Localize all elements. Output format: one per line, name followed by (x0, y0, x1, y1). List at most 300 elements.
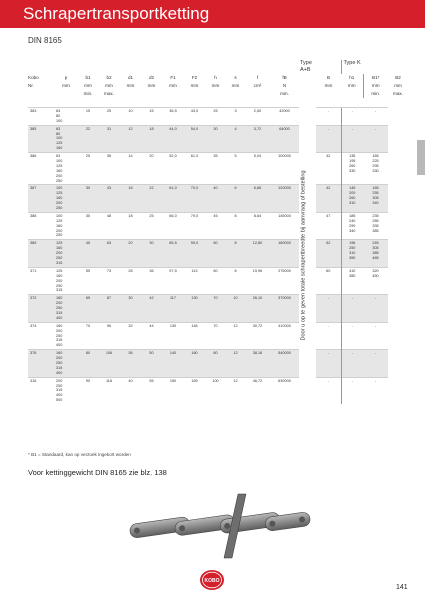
cell-b2-k-value: 335 (372, 223, 379, 228)
cell-h1: - (316, 377, 341, 404)
cell-h: 40 (205, 185, 226, 212)
cell-f1: 140 (162, 350, 184, 377)
cell-b1-star-value: 260 (349, 196, 356, 201)
unit-qualifier-row (28, 90, 408, 98)
cell-pitch-value: 80 (56, 131, 61, 136)
cell-b2-k-value: 285 (372, 218, 379, 223)
cell-b1-star-value: 350 (349, 256, 356, 261)
cell-d1: 36 (120, 350, 141, 377)
table-row (28, 240, 408, 267)
cell-pitch-value: 315 (56, 388, 63, 393)
cell-pitch (54, 108, 78, 126)
cell-b2-k-value: - (374, 296, 377, 301)
cell-f1: 52,0 (162, 153, 184, 185)
spec-table-wrapper (28, 60, 408, 404)
header-unit-qualifier-1 (54, 90, 78, 98)
cell-f1: 66,0 (162, 212, 184, 239)
cell-pitch (54, 295, 78, 322)
cell-b2-k (363, 322, 388, 349)
header-symbol-11: fB (282, 75, 287, 80)
cell-b1-star-value: 200 (349, 191, 356, 196)
cell-breaking-force: 410000 (270, 322, 299, 349)
cell-f1: 36,5 (162, 108, 184, 126)
cell-pitch-value: 250 (56, 383, 63, 388)
cell-pitch-value: 80 (56, 113, 61, 118)
cell-pitch-value: 400 (56, 343, 63, 348)
cell-b2-k-value: 450 (372, 273, 379, 278)
cell-f2: 99,0 (184, 240, 205, 267)
cell-pitch-value: 100 (56, 213, 63, 218)
cell-h: 70 (205, 322, 226, 349)
cell-pitch-value: 400 (56, 370, 63, 375)
cell-f2: 61,0 (184, 153, 205, 185)
cell-kobo-nr: 386 (28, 153, 54, 185)
cell-d1: 14 (120, 153, 141, 185)
header-unit-qualifier-5 (141, 90, 162, 98)
cell-f2: 113 (184, 267, 205, 294)
cell-breaking-force: 540000 (270, 350, 299, 377)
cell-f1: 97,5 (162, 267, 184, 294)
cell-b2-k-value: 295 (372, 163, 379, 168)
cell-b1-star-value: 250 (349, 246, 356, 251)
cell-b2-k (363, 108, 388, 126)
header-unit-0: Nr. (28, 83, 34, 88)
cell-pitch (54, 240, 78, 267)
cell-b2-k (363, 295, 388, 322)
type-header-row (28, 60, 408, 74)
cell-h: 60 (205, 267, 226, 294)
header-unit-14: mm (363, 82, 388, 90)
cell-b1: 45 (78, 240, 98, 267)
cell-b2-k (363, 377, 388, 404)
cell-b1-star-value: 330 (349, 168, 356, 173)
cell-d1: 18 (120, 212, 141, 239)
header-unit-qualifier-14: min. (363, 90, 388, 98)
cell-b2-k-value: 235 (372, 213, 379, 218)
cell-kobo-nr: 371 (28, 267, 54, 294)
cell-h: 25 (205, 108, 226, 126)
cell-pitch-value: 63 (56, 154, 61, 159)
cell-d2: 18 (141, 125, 162, 152)
header-unit-qualifier-7 (184, 90, 205, 98)
cell-pitch (54, 125, 78, 152)
cell-h1: - (316, 350, 341, 377)
header-unit-qualifier-2: min. (83, 91, 93, 96)
header-unit-6: mm (169, 83, 177, 88)
cell-pitch-value: 63 (56, 126, 61, 131)
cell-pitch-value: 200 (56, 328, 63, 333)
cell-b2: 73 (98, 267, 120, 294)
cell-b1: 70 (78, 322, 98, 349)
cell-pitch-value: 200 (56, 278, 63, 283)
vertical-note-header-spacer (299, 82, 316, 90)
cell-pitch-value: 125 (56, 218, 63, 223)
cell-breaking-force: 275000 (270, 267, 299, 294)
weight-reference-note: Voor kettinggewicht DIN 8165 zie blz. 138 (28, 468, 167, 477)
cell-b2: 106 (98, 350, 120, 377)
cell-d1: 12 (120, 125, 141, 152)
cell-f2: 70,0 (184, 185, 205, 212)
cell-breaking-force: 64000 (270, 125, 299, 152)
header-unit-qualifier-9 (226, 90, 245, 98)
cell-f: 38,16 (245, 350, 270, 377)
cell-h1: - (316, 295, 341, 322)
cell-b2: 48 (98, 212, 120, 239)
cell-b2-k (363, 350, 388, 377)
cell-pitch-value: 100 (56, 136, 63, 141)
cell-pitch-value: 200 (56, 173, 63, 178)
cell-pitch-value: 160 (56, 246, 63, 251)
cell-f1: 150 (162, 377, 184, 404)
cell-f2: 54,0 (184, 125, 205, 152)
header-symbol-13: h1 (349, 75, 355, 80)
cell-s: 10 (226, 295, 245, 322)
cell-kobo-nr: 372 (28, 295, 54, 322)
cell-s: 12 (226, 350, 245, 377)
cell-b2: 96 (98, 322, 120, 349)
cell-b1: 65 (78, 295, 98, 322)
cell-pitch-value: 200 (56, 356, 63, 361)
header-unit-3: mm (105, 83, 113, 88)
type-k-label: Type K (343, 60, 361, 66)
cell-pitch-value: 315 (56, 365, 63, 370)
cell-kobo-nr: 387 (28, 185, 54, 212)
cell-breaking-force: 145000 (270, 212, 299, 239)
cell-pitch-value: 100 (56, 159, 63, 164)
cell-h: 80 (205, 350, 226, 377)
cell-pitch-value: 315 (56, 260, 63, 265)
cell-h: 45 (205, 212, 226, 239)
cell-f: 19,96 (245, 267, 270, 294)
cell-breaking-force: 100000 (270, 153, 299, 185)
cell-s: 4 (226, 125, 245, 152)
cell-s: 8 (226, 267, 245, 294)
cell-f2: 160 (184, 350, 205, 377)
cell-pitch-value: 250 (56, 283, 63, 288)
header-unit-qualifier-0 (28, 90, 54, 98)
cell-pitch-value: 125 (56, 191, 63, 196)
header-symbol-0: Kobo (28, 75, 39, 80)
cell-b1-star (341, 212, 363, 239)
cell-b1-star (341, 240, 363, 267)
cell-f: 2,50 (245, 108, 270, 126)
cell-b1-star (341, 377, 363, 404)
cell-d1: 40 (120, 377, 141, 404)
cell-f: 6,66 (245, 185, 270, 212)
header-unit-15: mm (394, 83, 402, 88)
cell-pitch-value: 160 (56, 146, 63, 151)
cell-h: 35 (205, 153, 226, 185)
cell-b1: 55 (78, 267, 98, 294)
cell-b2-k-value: 165 (372, 154, 379, 159)
cell-b2-k (363, 212, 388, 239)
cell-f: 5,04 (245, 153, 270, 185)
cell-f: 46,72 (245, 377, 270, 404)
table-row (28, 108, 408, 126)
cell-b1-star-value: 290 (349, 223, 356, 228)
header-unit-qualifier-3: max. (104, 91, 114, 96)
header-unit-11: N (282, 83, 287, 88)
cell-b1-star (341, 295, 363, 322)
cell-d2: 55 (141, 377, 162, 404)
header-unit-8: mm (211, 83, 220, 88)
cell-f: 12,80 (245, 240, 270, 267)
cell-b2-k-value: - (374, 323, 377, 328)
cell-f2: 146 (184, 322, 205, 349)
vertical-note: Door u op te geven totale schrapertbreedte bij aanvraag of bestelling (300, 170, 307, 341)
cell-d2: 42 (141, 295, 162, 322)
cell-b2: 43 (98, 185, 120, 212)
cell-b1: 25 (78, 153, 98, 185)
cell-pitch (54, 185, 78, 212)
cell-b2-k-value: 465 (372, 256, 379, 261)
cell-b2-k-value: 330 (372, 168, 379, 173)
vertical-note-header-spacer (299, 74, 316, 82)
vertical-note-cell (299, 108, 316, 405)
cell-pitch-value: 250 (56, 178, 63, 183)
cell-d2: 20 (141, 153, 162, 185)
cell-pitch-value: 160 (56, 296, 63, 301)
cell-pitch-value: 315 (56, 288, 63, 293)
header-unit-qualifier-4 (120, 90, 141, 98)
cell-pitch-value: 200 (56, 378, 63, 383)
header-unit-qualifier-13 (341, 90, 363, 98)
cell-pitch (54, 322, 78, 349)
cell-pitch-value: 100 (56, 186, 63, 191)
cell-b1: 80 (78, 350, 98, 377)
cell-breaking-force: 42000 (270, 108, 299, 126)
cell-s: 3 (226, 108, 245, 126)
cell-pitch-value: 125 (56, 141, 63, 146)
table-row (28, 322, 408, 349)
cell-breaking-force: 120000 (270, 185, 299, 212)
cell-b1-star (341, 350, 363, 377)
cell-b2-k-value: 385 (372, 228, 379, 233)
cell-pitch (54, 153, 78, 185)
cell-b2: 25 (98, 108, 120, 126)
table-row (28, 153, 408, 185)
chain-illustration (120, 490, 320, 560)
cell-b2-k (363, 240, 388, 267)
cell-d2: 30 (141, 240, 162, 267)
cell-pitch-value: 315 (56, 338, 63, 343)
cell-pitch (54, 212, 78, 239)
cell-d1: 20 (120, 240, 141, 267)
cell-d1: 26 (120, 267, 141, 294)
cell-s: 8 (226, 240, 245, 267)
cell-h: 70 (205, 295, 226, 322)
header-unit-qualifier-15: max. (393, 91, 403, 96)
cell-b1-star-value: 260 (349, 163, 356, 168)
cell-pitch-value: 250 (56, 306, 63, 311)
cell-f1: 117 (162, 295, 184, 322)
cell-f2: 130 (184, 295, 205, 322)
unit-header-row (28, 82, 408, 90)
cell-f1: 85,5 (162, 240, 184, 267)
cell-f2: 169 (184, 377, 205, 404)
cell-b2-k-value: - (374, 351, 377, 356)
cell-pitch-value: 160 (56, 323, 63, 328)
header-bar (0, 0, 425, 28)
cell-b2-k-value: - (374, 126, 377, 131)
spec-table (28, 60, 408, 404)
page-title: Schrapertransportketting (23, 4, 210, 23)
cell-pitch-value: 160 (56, 273, 63, 278)
cell-pitch-value: 200 (56, 228, 63, 233)
cell-f1: 44,0 (162, 125, 184, 152)
cell-pitch-value: 250 (56, 360, 63, 365)
cell-d1: 30 (120, 295, 141, 322)
cell-f: 30,72 (245, 322, 270, 349)
cell-b2-k (363, 185, 388, 212)
cell-b1-star (341, 153, 363, 185)
cell-pitch-value: 250 (56, 233, 63, 238)
header-unit-10: cm² (253, 83, 262, 88)
cell-kobo-nr: 385 (28, 125, 54, 152)
cell-s: 5 (226, 153, 245, 185)
header-unit-7: mm (190, 83, 199, 88)
cell-pitch-value: 250 (56, 333, 63, 338)
cell-b2-k-value: - (374, 109, 377, 113)
table-row (28, 185, 408, 212)
cell-s: 6 (226, 185, 245, 212)
cell-pitch-value: 400 (56, 393, 63, 398)
cell-b1-star-value: 380 (349, 273, 356, 278)
cell-pitch-value: 250 (56, 206, 63, 211)
cell-h1: 52 (316, 240, 341, 267)
kobo-logo (199, 569, 225, 591)
cell-breaking-force: 630000 (270, 377, 299, 404)
header-unit-qualifier-10 (245, 90, 270, 98)
cell-b1: 22 (78, 125, 98, 152)
header-symbol-3: b2 (106, 75, 112, 80)
cell-pitch-value: 160 (56, 223, 63, 228)
spec-table-body (28, 108, 408, 405)
page-number: 141 (396, 584, 408, 591)
cell-b1: 35 (78, 212, 98, 239)
header-symbol-9: s (234, 75, 237, 80)
cell-b1-star-value: 185 (349, 213, 356, 218)
logo-text: KOBO (204, 578, 220, 584)
cell-h: 60 (205, 240, 226, 267)
header-symbol-1: p (64, 75, 68, 80)
symbol-header-row (28, 74, 408, 82)
header-symbol-4: d1 (127, 75, 134, 80)
cell-b1-star-value: 195 (349, 159, 356, 164)
header-unit-1: mm (62, 83, 70, 88)
cell-b2-k-value: - (374, 378, 377, 383)
cell-f1: 61,0 (162, 185, 184, 212)
cell-b1-star-value: 145 (349, 186, 356, 191)
cell-b2: 36 (98, 153, 120, 185)
cell-b2-k (363, 125, 388, 152)
cell-kobo-nr: 316 (28, 377, 54, 404)
cell-h: 100 (205, 377, 226, 404)
table-row (28, 350, 408, 377)
cell-b1-star-value: 410 (349, 268, 356, 273)
cell-b1-star-value: - (351, 126, 353, 131)
cell-b1-star-value: 240 (349, 218, 356, 223)
cell-h1: - (316, 108, 341, 126)
header-symbol-5: d2 (148, 75, 155, 80)
header-symbol-14: B1* (363, 74, 388, 82)
cell-b2-k-value: 320 (372, 268, 379, 273)
cell-h: 30 (205, 125, 226, 152)
cell-d2: 44 (141, 322, 162, 349)
cell-b1-star-value: 310 (349, 251, 356, 256)
cell-d2: 15 (141, 108, 162, 126)
table-row (28, 125, 408, 152)
cell-b2-k-value: 305 (372, 246, 379, 251)
cell-b1-star (341, 125, 363, 152)
cell-d2: 50 (141, 350, 162, 377)
cell-d1: 32 (120, 322, 141, 349)
cell-h1: 47 (316, 212, 341, 239)
header-unit-qualifier-8 (205, 90, 226, 98)
cell-b2: 31 (98, 125, 120, 152)
cell-kobo-nr: 389 (28, 240, 54, 267)
cell-d2: 36 (141, 267, 162, 294)
table-row (28, 377, 408, 404)
cell-b1-star-value: 310 (349, 201, 356, 206)
cell-b1-star-value: 340 (349, 228, 356, 233)
cell-b2: 118 (98, 377, 120, 404)
cell-b1-star (341, 108, 363, 126)
cell-b1-star (341, 185, 363, 212)
vertical-note-header-spacer (299, 90, 316, 98)
cell-b2-k-value: 245 (372, 241, 379, 246)
header-symbol-10: f (256, 75, 259, 80)
cell-b2-k-value: 255 (372, 191, 379, 196)
header-symbol-7: F2 (191, 75, 198, 80)
cell-b1-star-value: - (351, 378, 353, 383)
cell-b2-k (363, 153, 388, 185)
header-unit-13: mm (347, 83, 356, 88)
cell-h1: 42 (316, 153, 341, 185)
cell-b1-star-value: 135 (349, 154, 356, 159)
header-unit-qualifier-12 (316, 90, 341, 98)
cell-pitch-value: 250 (56, 256, 63, 261)
cell-d2: 22 (141, 185, 162, 212)
cell-s: 12 (226, 322, 245, 349)
cell-s: 8 (226, 212, 245, 239)
cell-f2: 79,0 (184, 212, 205, 239)
cell-b1: 90 (78, 377, 98, 404)
footnote: * B1 = Standaard, kan op verzoek ingekort worden (28, 452, 131, 457)
cell-pitch-value: 125 (56, 241, 63, 246)
type-a-label: Type (300, 60, 312, 66)
cell-kobo-nr: 374 (28, 322, 54, 349)
cell-pitch (54, 350, 78, 377)
cell-breaking-force: 370000 (270, 295, 299, 322)
cell-pitch-value: 125 (56, 268, 63, 273)
cell-h1: 60 (316, 267, 341, 294)
cell-pitch-value: 200 (56, 301, 63, 306)
header-unit-2: mm (84, 83, 92, 88)
cell-b1-star-value: 196 (349, 241, 356, 246)
cell-pitch-value: 160 (56, 168, 63, 173)
cell-pitch-value: 160 (56, 351, 63, 356)
cell-b2-k-value: 340 (372, 201, 379, 206)
header-symbol-2: b1 (85, 75, 91, 80)
cell-pitch (54, 377, 78, 404)
cell-f: 3,72 (245, 125, 270, 152)
cell-breaking-force: 180000 (270, 240, 299, 267)
cell-b1-star (341, 322, 363, 349)
cell-b1-star-value: - (351, 351, 353, 356)
cell-b2: 87 (98, 295, 120, 322)
cell-b1-star-value: - (351, 109, 353, 113)
